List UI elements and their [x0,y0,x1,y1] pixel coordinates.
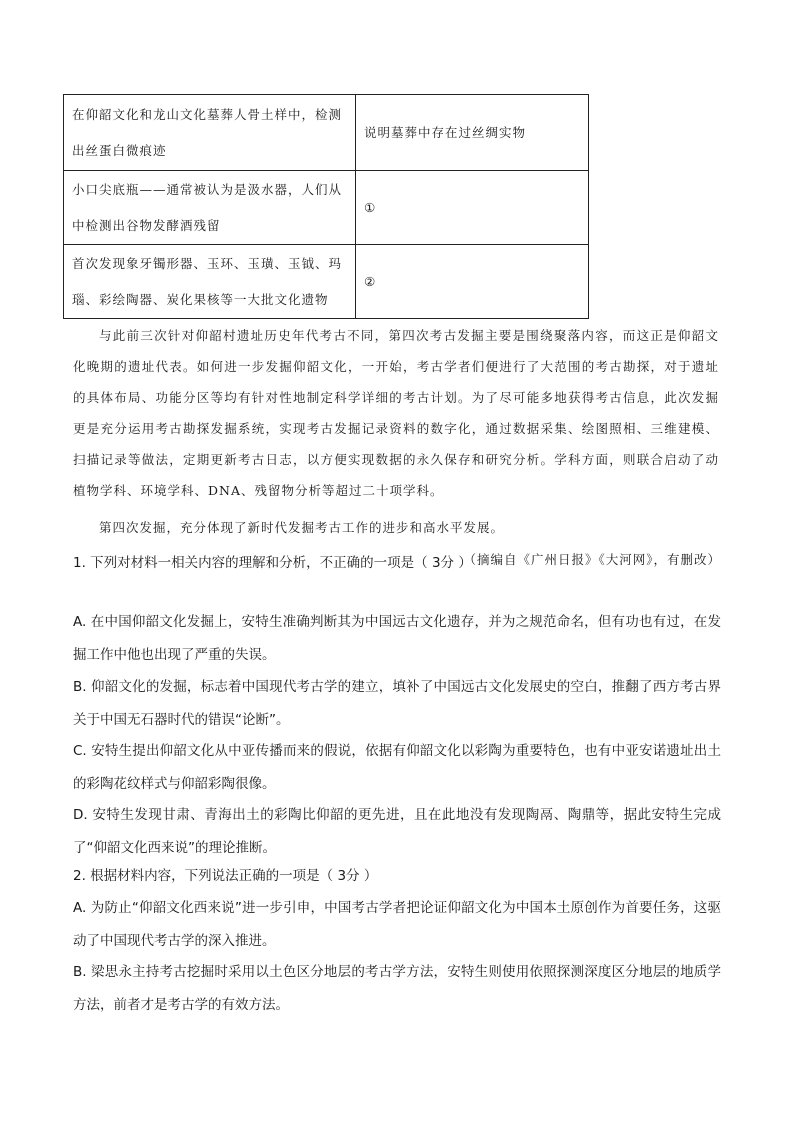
table-row [64,95,589,171]
table-cell-conclusion: 说明墓葬中存在过丝绸实物 [356,95,589,171]
table-cell-evidence: 首次发现象牙镯形器、玉环、玉璜、玉钺、玛瑙、彩绘陶器、炭化果核等一大批文化遗物 [64,245,356,319]
question-2-option-b: B. 梁思永主持考古挖掘时采用以土色区分地层的考古学方法，安特生则使用依照探测深度区分地层的地质学方法，前者才是考古学的有效方法。 [73,964,721,1013]
passage-paragraph: 与此前三次针对仰韶村遗址历史年代考古不同，第四次考古发掘主要是围绕聚落内容，而这正是仰韶文化晚期的遗址代表。如何进一步发掘仰韶文化，一开始，考古学者们便进行了大范围的考古勘探，对于遗址的具体布局、功能分区等均有针对性地制定科学详细的考古计划。为了尽可能多地获得考古信息，此次发掘更是充分运用考古勘探发掘系统，实现考古发掘记录资料的数字化，通过数据采集、绘图照相、三维建模、扫描记录等做法，定期更新考古日志，以方便实现数据的永久保存和研究分析。学科方面，则联合启动了动植物学科、环境学科、DNA、残留物分析等超过二十项学科。 [73,328,719,498]
question-1-option-a: A. 在中国仰韶文化发掘上，安特生准确判断其为中国远古文化遗存，并为之规范命名，但有功也有过，在发掘工作中他也出现了严重的失误。 [73,614,721,663]
source-citation: （摘编自《广州日报》《大河网》，有删改） [463,552,721,567]
table-cell-evidence: 在仰韶文化和龙山文化墓葬人骨土样中，检测出丝蛋白微痕迹 [64,95,356,171]
question-2-option-a: A. 为防止“仰韶文化西来说”进一步引申，中国考古学者把论证仰韶文化为中国本土原创作为首要任务，这驱动了中国现代考古学的深入推进。 [73,900,721,949]
table-row [64,171,589,245]
table-cell-evidence: 小口尖底瓶——通常被认为是汲水器，人们从中检测出谷物发酵酒残留 [64,171,356,245]
passage-paragraph: 第四次发掘，充分体现了新时代发掘考古工作的进步和高水平发展。 [99,520,505,535]
question-1-option-b: B. 仰韶文化的发掘，标志着中国现代考古学的建立，填补了中国远古文化发展史的空白，推翻了西方考古界关于中国无石器时代的错误“论断”。 [73,679,721,728]
question-1-option-d: D. 安特生发现甘肃、青海出土的彩陶比仰韶的更先进，且在此地没有发现陶鬲、陶鼎等，据此安特生完成了“仰韶文化西来说”的理论推断。 [73,807,721,856]
table-row [64,245,589,319]
table-cell-blank-1: ① [356,171,589,245]
evidence-table [63,94,589,319]
question-1-option-c: C. 安特生提出仰韶文化从中亚传播而来的假说，依据有仰韶文化以彩陶为重要特色，也有中亚安诺遗址出土的彩陶花纹样式与仰韶彩陶很像。 [73,743,721,792]
question-1-stem: 1. 下列对材料一相关内容的理解和分析，不正确的一项是（ 3分 ） [73,555,472,571]
question-2-stem: 2. 根据材料内容，下列说法正确的一项是（ 3分 ） [73,868,378,884]
table-cell-blank-2: ② [356,245,589,319]
